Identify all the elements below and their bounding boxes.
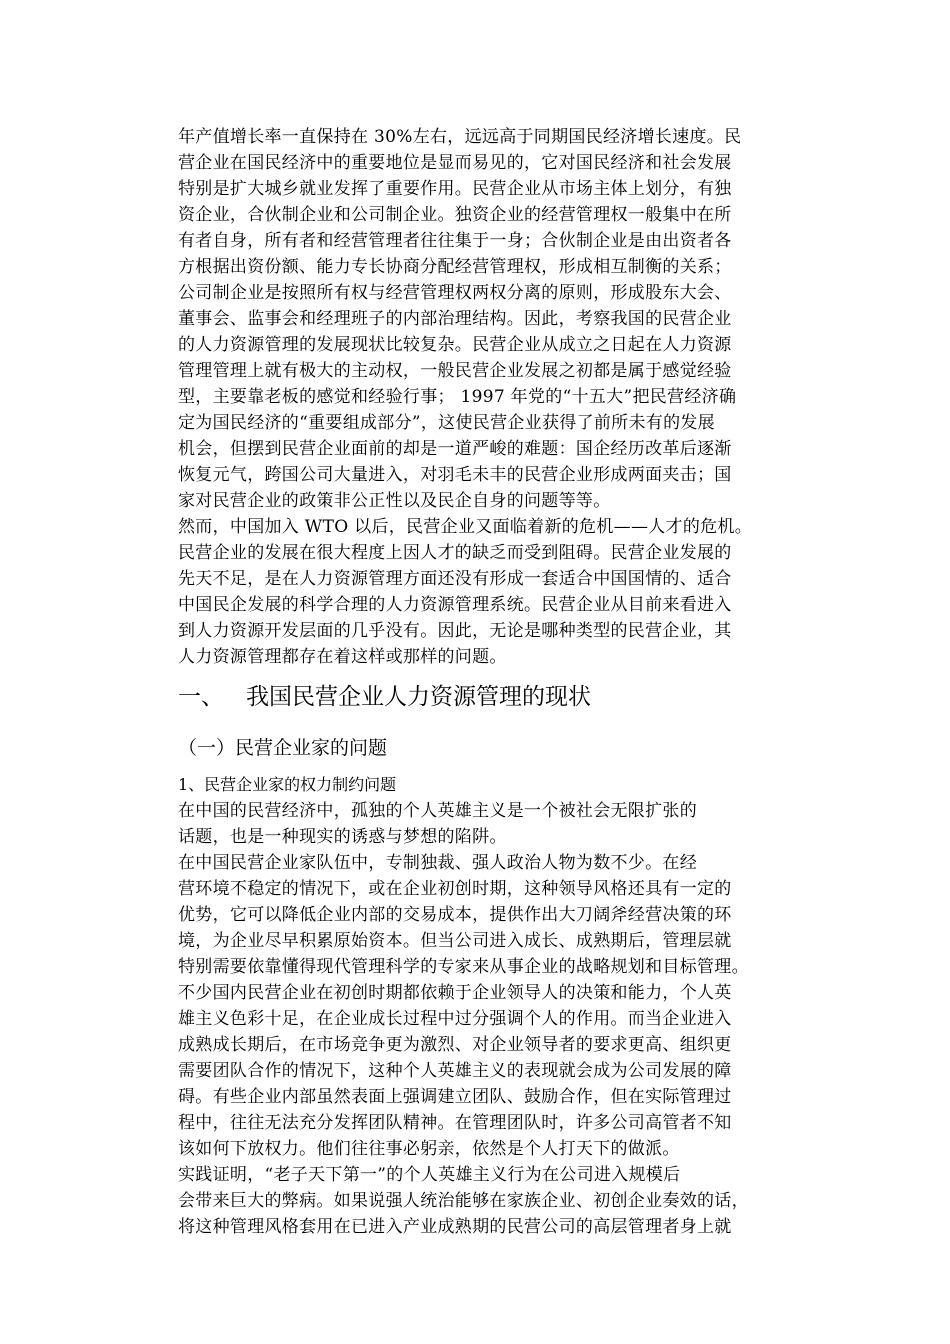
text-line: 然而，中国加入 WTO 以后，民营企业又面临着新的危机——人才的危机。 <box>178 517 753 537</box>
text-line: 先天不足，是在人力资源管理方面还没有形成一套适合中国国情的、适合 <box>178 569 732 589</box>
text-line: 会带来巨大的弊病。如果说强人统治能够在家族企业、初创企业奏效的话， <box>178 1191 749 1211</box>
text-line: 的人力资源管理的发展现状比较复杂。民营企业从成立之日起在人力资源 <box>178 335 732 355</box>
text-line: 恢复元气，跨国公司大量进入，对羽毛未丰的民营企业形成两面夹击；国 <box>178 465 732 485</box>
text-line: 雄主义色彩十足，在企业成长过程中过分强调个人的作用。而当企业进入 <box>178 1009 732 1029</box>
text-line: 民营企业的发展在很大程度上因人才的缺乏而受到阻碍。民营企业发展的 <box>178 543 732 563</box>
text-line: 程中，往往无法充分发挥团队精神。在管理团队时，许多公司高管者不知 <box>178 1113 732 1133</box>
text-line: 将这种管理风格套用在已进入产业成熟期的民营公司的高层管理者身上就 <box>178 1217 732 1237</box>
text-line: 资企业，合伙制企业和公司制企业。独资企业的经营管理权一般集中在所 <box>178 205 732 225</box>
section-title: 我国民营企业人力资源管理的现状 <box>246 684 591 710</box>
text-line: 不少国内民营企业在初创时期都依赖于企业领导人的决策和能力，个人英 <box>178 983 732 1003</box>
text-line: 该如何下放权力。他们往往事必躬亲，依然是个人打天下的做派。 <box>178 1139 680 1159</box>
text-line: 在中国的民营经济中，孤独的个人英雄主义是一个被社会无限扩张的 <box>178 801 697 821</box>
text-line: 有者自身，所有者和经营管理者往往集于一身；合伙制企业是由出资者各 <box>178 231 732 251</box>
text-line: 机会，但摆到民营企业面前的却是一道严峻的难题：国企经历改革后逐渐 <box>178 439 732 459</box>
text-line: 成熟成长期后，在市场竞争更为激烈、对企业领导者的要求更高、组织更 <box>178 1035 732 1055</box>
text-line: 年产值增长率一直保持在 30%左右，远远高于同期国民经济增长速度。民 <box>178 127 742 147</box>
text-line: 营企业在国民经济中的重要地位是显而易见的，它对国民经济和社会发展 <box>178 153 732 173</box>
subsubsection-heading: 1、民营企业家的权力制约问题 <box>178 775 397 794</box>
text-line: 型，主要靠老板的感觉和经验行事； 1997 年党的“十五大”把民营经济确 <box>178 387 737 407</box>
text-line: 方根据出资份额、能力专长协商分配经营管理权，形成相互制衡的关系； <box>178 257 732 277</box>
text-line: 话题，也是一种现实的诱惑与梦想的陷阱。 <box>178 827 507 847</box>
text-line: 定为国民经济的“重要组成部分”，这使民营企业获得了前所未有的发展 <box>178 413 715 433</box>
text-line: 董事会、监事会和经理班子的内部治理结构。因此，考察我国的民营企业 <box>178 309 732 329</box>
text-line: 家对民营企业的政策非公正性以及民企自身的问题等等。 <box>178 491 611 511</box>
text-line: 需要团队合作的情况下，这种个人英雄主义的表现就会成为公司发展的障 <box>178 1061 732 1081</box>
text-line: 在中国民营企业家队伍中，专制独裁、强人政治人物为数不少。在经 <box>178 853 697 873</box>
text-line: 优势，它可以降低企业内部的交易成本，提供作出大刀阔斧经营决策的环 <box>178 905 732 925</box>
section-heading <box>178 682 591 712</box>
text-line: 境，为企业尽早积累原始资本。但当公司进入成长、成熟期后，管理层就 <box>178 931 732 951</box>
text-line: 中国民企发展的科学合理的人力资源管理系统。民营企业从目前来看进入 <box>178 595 732 615</box>
text-line: 公司制企业是按照所有权与经营管理权两权分离的原则，形成股东大会、 <box>178 283 732 303</box>
text-line: 碍。有些企业内部虽然表面上强调建立团队、鼓励合作，但在实际管理过 <box>178 1087 732 1107</box>
subsection-heading: （一）民营企业家的问题 <box>178 737 388 759</box>
text-line: 人力资源管理都存在着这样或那样的问题。 <box>178 647 507 667</box>
text-line: 到人力资源开发层面的几乎没有。因此，无论是哪种类型的民营企业，其 <box>178 621 732 641</box>
text-line: 特别是扩大城乡就业发挥了重要作用。民营企业从市场主体上划分，有独 <box>178 179 732 199</box>
text-line: 实践证明，“老子天下第一”的个人英雄主义行为在公司进入规模后 <box>178 1165 681 1185</box>
section-number: 一、 <box>178 684 224 710</box>
text-line: 特别需要依靠懂得现代管理科学的专家来从事企业的战略规划和目标管理。 <box>178 957 749 977</box>
text-line: 营环境不稳定的情况下，或在企业初创时期，这种领导风格还具有一定的 <box>178 879 732 899</box>
text-line: 管理管理上就有极大的主动权，一般民营企业发展之初都是属于感觉经验 <box>178 361 732 381</box>
